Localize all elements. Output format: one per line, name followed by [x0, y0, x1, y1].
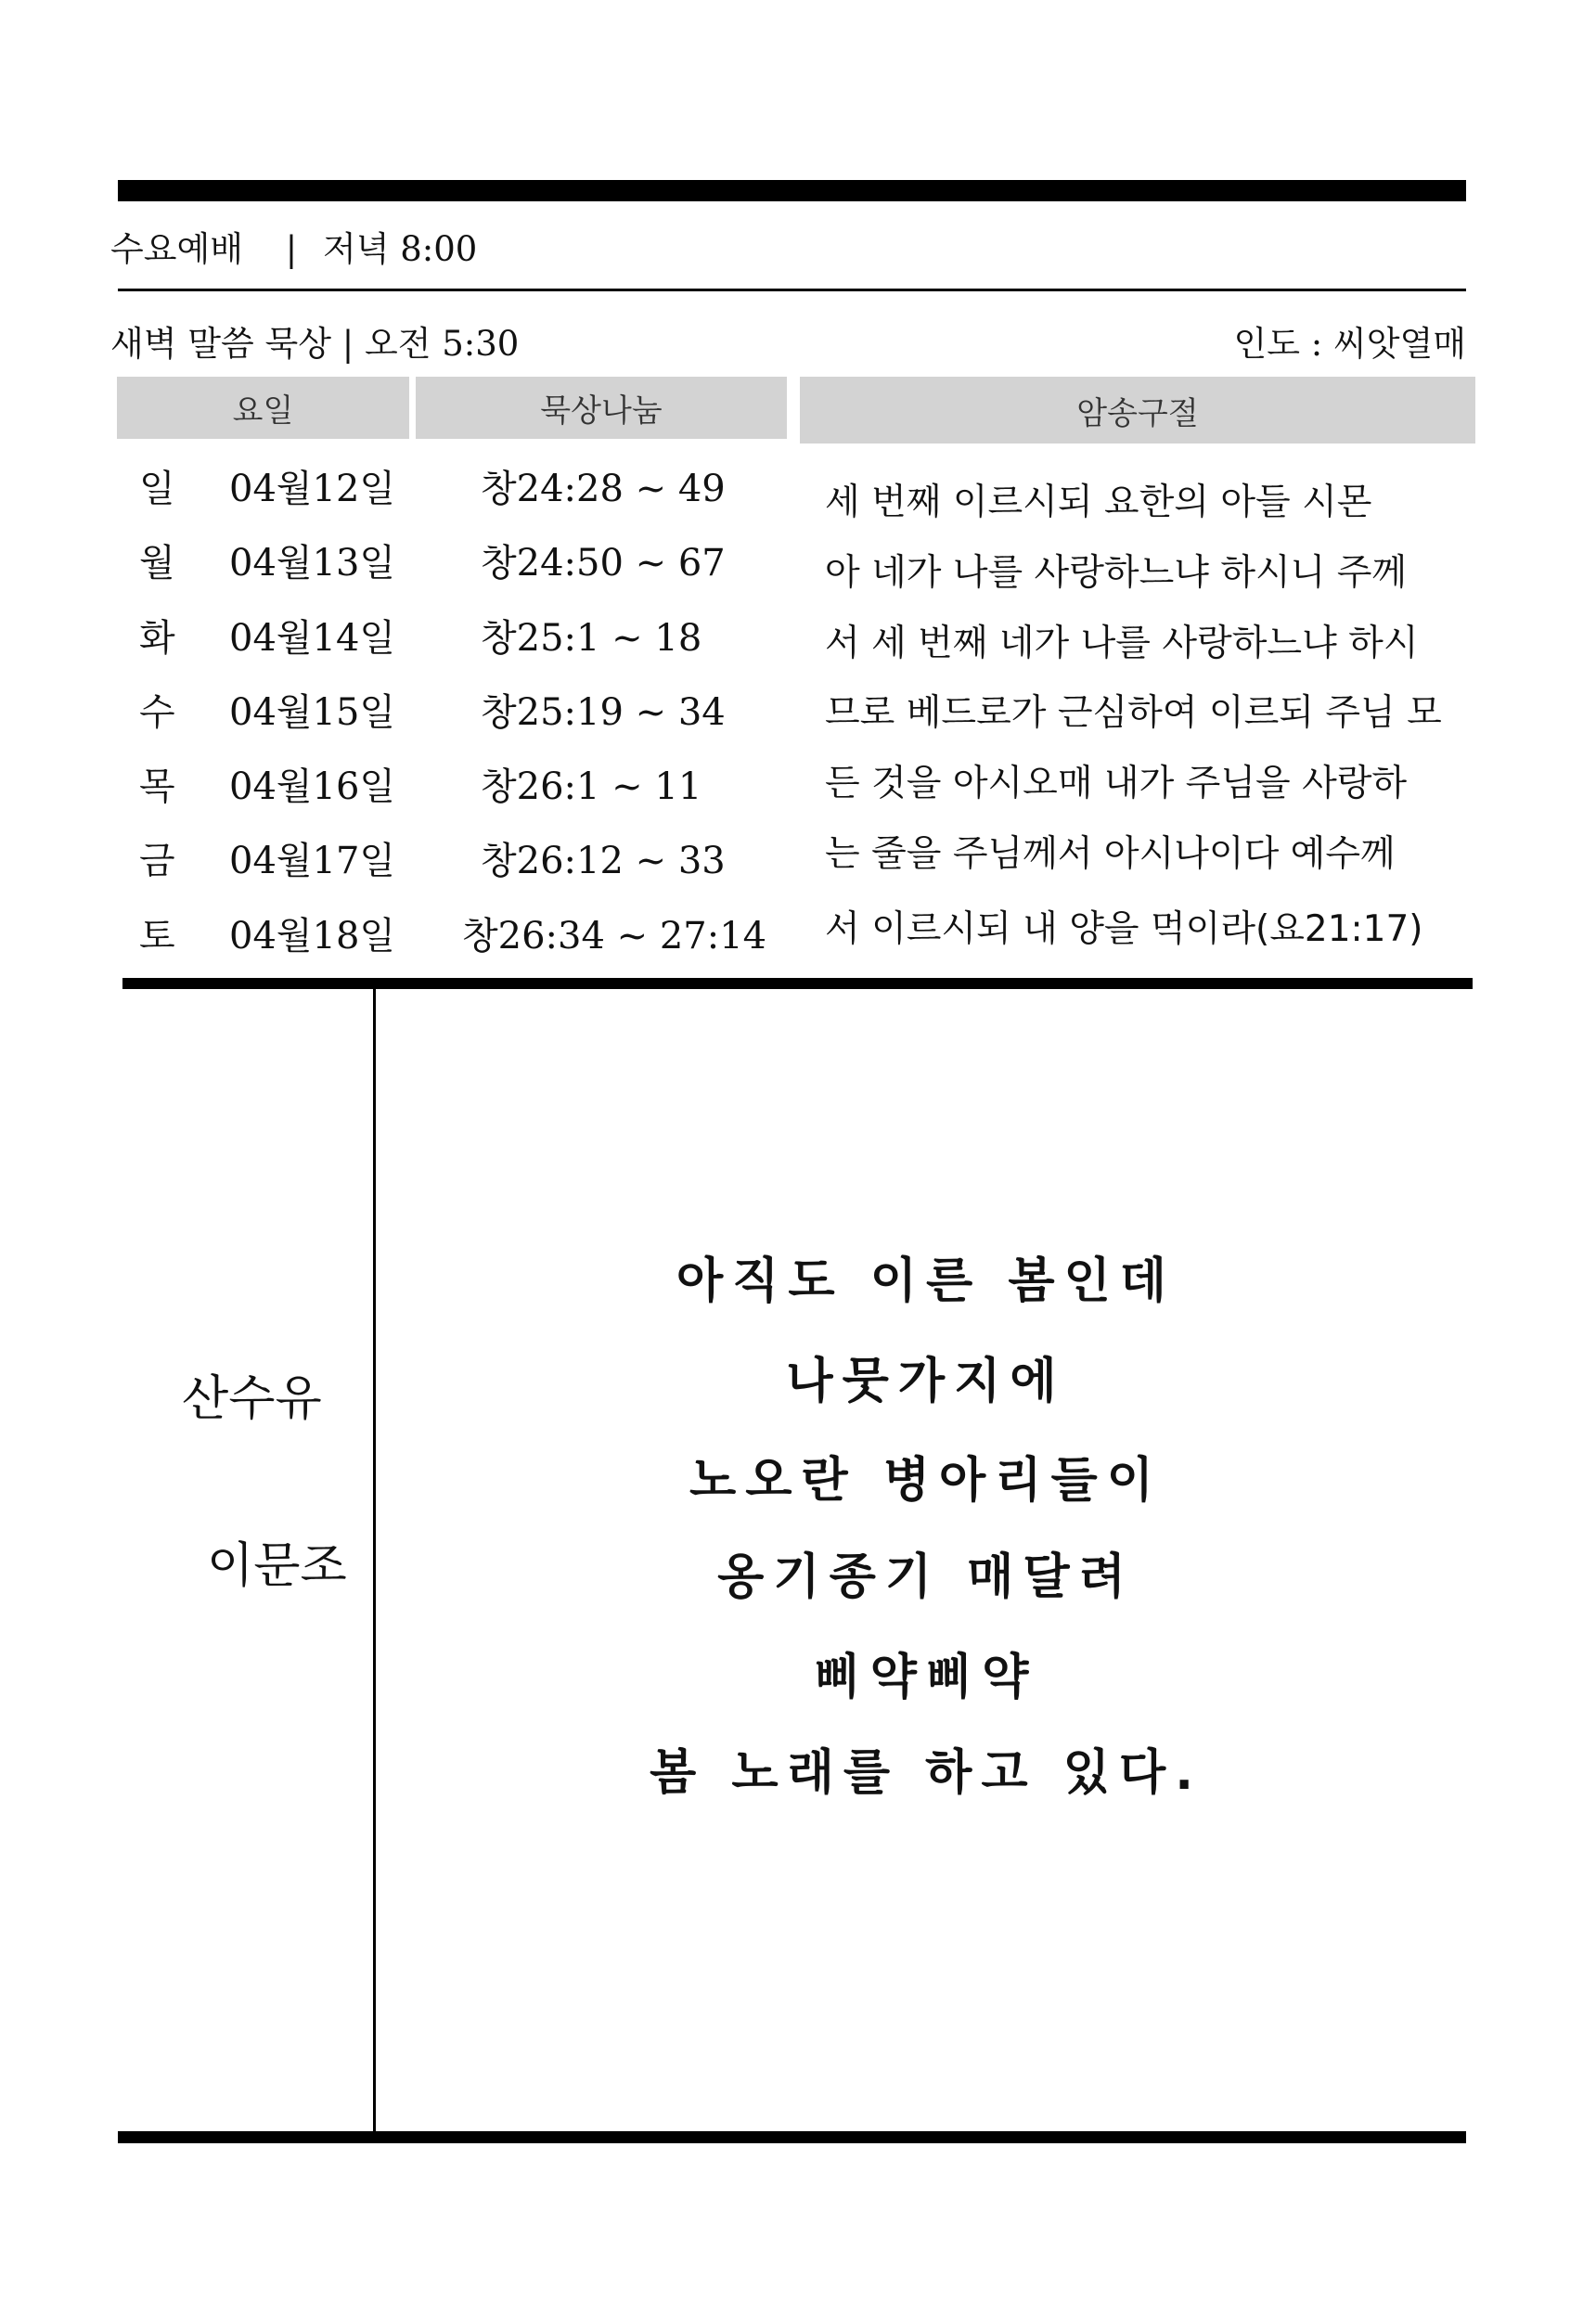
poem-author: 이문조	[207, 1538, 347, 1594]
date: 04월16일	[229, 765, 396, 808]
header-day: 요일	[117, 377, 409, 439]
header-meditation: 묵상나눔	[416, 377, 787, 439]
day: 일	[139, 468, 175, 510]
wednesday-time: 저녁 8:00	[322, 229, 478, 269]
table-row	[0, 831, 798, 887]
dawn-title: 새벽 말씀 묵상 | 오전 5:30	[110, 324, 520, 364]
date: 04월13일	[229, 542, 396, 585]
poem-line: 봄 노래를 하고 있다.	[650, 1745, 1203, 1801]
verse-line: 든 것을 아시오매 내가 주님을 사랑하	[825, 763, 1408, 804]
verse-line: 서 이르시되 내 양을 먹이라(요21:17)	[825, 908, 1423, 950]
poem-title: 산수유	[182, 1371, 322, 1427]
table-row	[0, 609, 798, 664]
poem-line: 나뭇가지에	[786, 1354, 1066, 1409]
day: 화	[139, 617, 175, 660]
day: 토	[139, 915, 175, 958]
verse-line: 아 네가 나를 사랑하느냐 하시니 주께	[825, 552, 1408, 594]
table-row	[0, 683, 798, 739]
date: 04월18일	[229, 915, 396, 958]
date: 04월15일	[229, 691, 396, 734]
wednesday-title: 수요예배	[110, 229, 243, 269]
bottom-thick-rule	[118, 2131, 1466, 2143]
table-row	[0, 757, 798, 813]
day: 목	[139, 765, 175, 808]
verse-line: 세 번째 이르시되 요한의 아들 시몬	[825, 482, 1372, 523]
day: 금	[139, 840, 175, 882]
day: 월	[139, 542, 175, 585]
date: 04월17일	[229, 840, 396, 882]
table-row	[0, 906, 798, 962]
top-thick-rule	[118, 180, 1466, 201]
passage: 창25:1 ~ 18	[481, 617, 702, 660]
table-bottom-rule	[122, 978, 1473, 989]
poem-line: 삐약삐약	[814, 1650, 1038, 1705]
table-row	[0, 459, 798, 515]
passage: 창26:34 ~ 27:14	[462, 915, 767, 958]
header-memory-verse: 암송구절	[800, 377, 1475, 443]
passage: 창24:28 ~ 49	[481, 468, 726, 510]
passage: 창25:19 ~ 34	[481, 691, 726, 734]
table-row	[0, 533, 798, 589]
date: 04월14일	[229, 617, 396, 660]
poem-line: 아직도 이른 봄인데	[676, 1253, 1177, 1309]
passage: 창24:50 ~ 67	[481, 542, 726, 585]
verse-line: 는 줄을 주님께서 아시나이다 예수께	[825, 833, 1396, 875]
day: 수	[139, 691, 175, 734]
thin-rule	[118, 289, 1466, 291]
separator: |	[285, 229, 298, 269]
verse-line: 서 세 번째 네가 나를 사랑하느냐 하시	[825, 623, 1419, 664]
poem-line: 노오란 병아리들이	[689, 1453, 1163, 1509]
poem-line: 옹기종기 매달려	[717, 1549, 1135, 1605]
wednesday-service	[110, 221, 477, 271]
passage: 창26:1 ~ 11	[481, 765, 702, 808]
verse-line: 므로 베드로가 근심하여 이르되 주님 모	[825, 692, 1442, 734]
dawn-leader: 인도 : 씨앗열매	[1233, 324, 1466, 364]
passage: 창26:12 ~ 33	[481, 840, 726, 882]
date: 04월12일	[229, 468, 396, 510]
